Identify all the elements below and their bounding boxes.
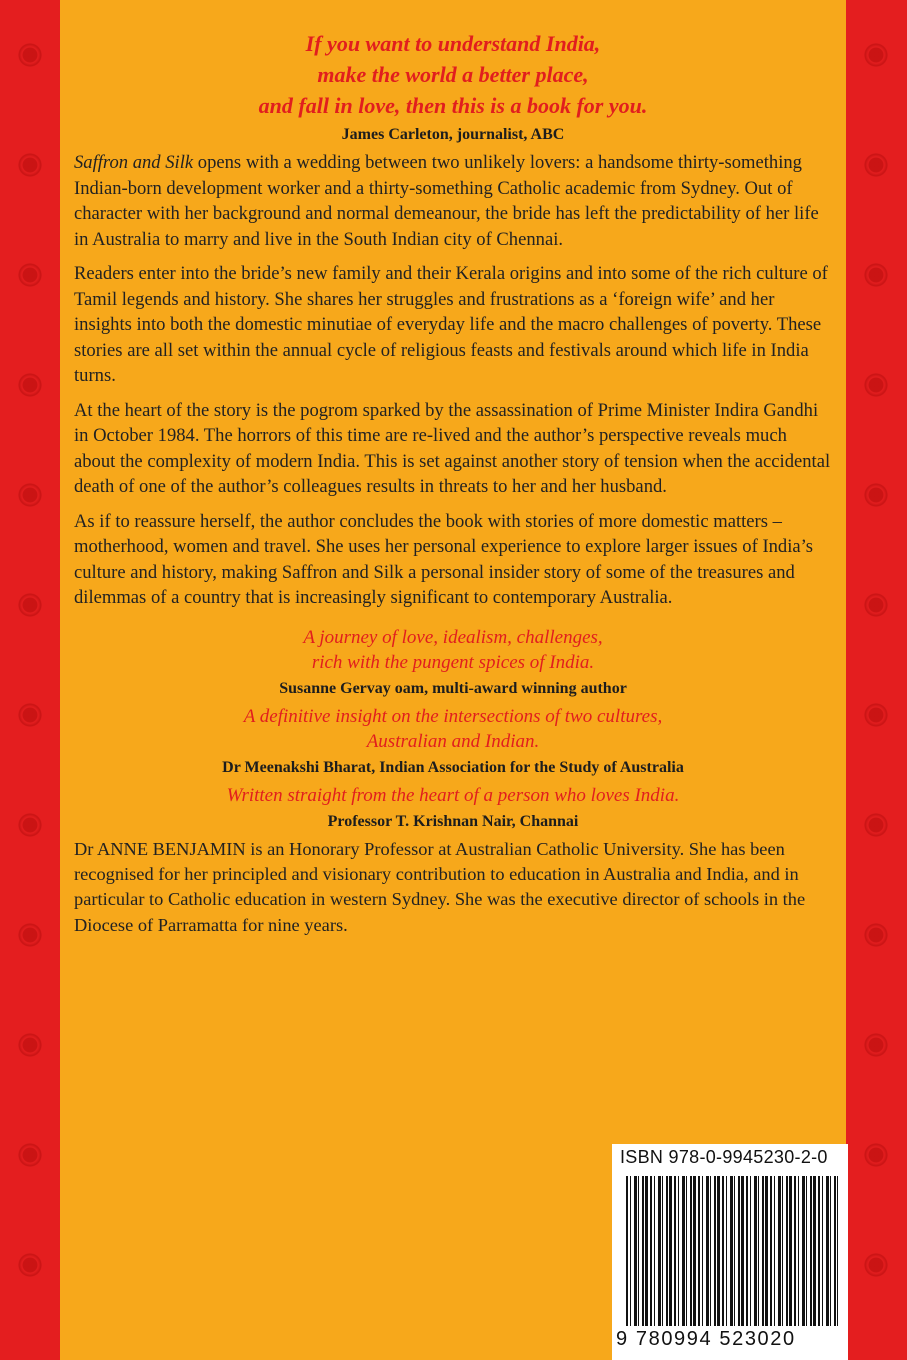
reviews-section (74, 625, 832, 833)
blurb-paragraph-1 (74, 150, 832, 252)
headline-quote-line: If you want to understand India, (305, 31, 601, 56)
headline-quote (74, 28, 832, 121)
review-quote-line: Written straight from the heart of a person who loves India. (226, 784, 680, 806)
headline-quote-line: and fall in love, then this is a book for you. (258, 93, 648, 118)
review-quote-line: A journey of love, idealism, challenges, (303, 626, 603, 648)
left-decorative-border (0, 0, 60, 1360)
review-quote-line: A definitive insight on the intersections of two cultures, (243, 705, 663, 727)
blurb-paragraph-2: Readers enter into the bride’s new family and their Kerala origins and into some of the rich culture of Tamil legends and history. She shares her struggles and frustrations as a ‘foreign wife’ and her insights into both the domestic minutiae of everyday life and the macro challenges of poverty. These stories are all set within the annual cycle of religious feasts and festivals around which life in India turns. (74, 263, 828, 386)
review-quote-3 (74, 783, 832, 808)
saffron-text-panel (60, 0, 846, 1360)
barcode-digits: 9 780994 523020 (616, 1328, 796, 1350)
review-quote-line: rich with the pungent spices of India. (311, 651, 595, 673)
review-attribution-2: Dr Meenakshi Bharat, Indian Association for the Study of Australia (222, 758, 684, 776)
headline-quote-attribution: James Carleton, journalist, ABC (341, 126, 565, 143)
review-attribution-1: Susanne Gervay oam, multi-award winning author (279, 679, 627, 697)
barcode-icon (626, 1176, 838, 1326)
headline-quote-line: make the world a better place, (317, 62, 589, 87)
author-bio: Dr ANNE BENJAMIN is an Honorary Professor at Australian Catholic University. She has been recognised for her principled and visionary contribution to education in Australia and India, and in particular to Catholic education in western Sydney. She was the executive director of schools in the Diocese of Parramatta for nine years. (74, 838, 806, 935)
book-title-inline: Saffron and Silk (74, 152, 194, 173)
review-quote-1 (74, 625, 832, 675)
isbn-barcode-block (612, 1144, 848, 1360)
blurb-paragraph-4: As if to reassure herself, the author concludes the book with stories of more domestic matters – motherhood, women and travel. She uses her personal experience to explore larger issues of India’s culture and history, making Saffron and Silk a personal insider story of some of the treasures and dilemmas of a country that is increasingly significant to contemporary Australia. (74, 510, 814, 608)
blurb-paragraph-3: At the heart of the story is the pogrom sparked by the assassination of Prime Minister Indira Gandhi in October 1984. The horrors of this time are re-lived and the author’s perspective reveals much about the complexity of modern India. This is set against another story of tension when the accidental death of one of the author’s colleagues results in threats to her and her husband. (74, 399, 831, 497)
review-quote-2 (74, 704, 832, 754)
review-attribution-3: Professor T. Krishnan Nair, Channai (327, 812, 579, 830)
right-decorative-border (846, 0, 907, 1360)
review-quote-line: Australian and Indian. (366, 730, 540, 752)
isbn-label: ISBN 978-0-9945230-2-0 (620, 1147, 828, 1167)
blurb-paragraph-1-text: opens with a wedding between two unlikely lovers: a handsome thirty-something Indian-born development worker and a thirty-something Catholic academic from Sydney. Out of character with her background and normal demeanour, the bride has left the predictability of her life in Australia to marry and live in the South Indian city of Chennai. (74, 152, 819, 250)
